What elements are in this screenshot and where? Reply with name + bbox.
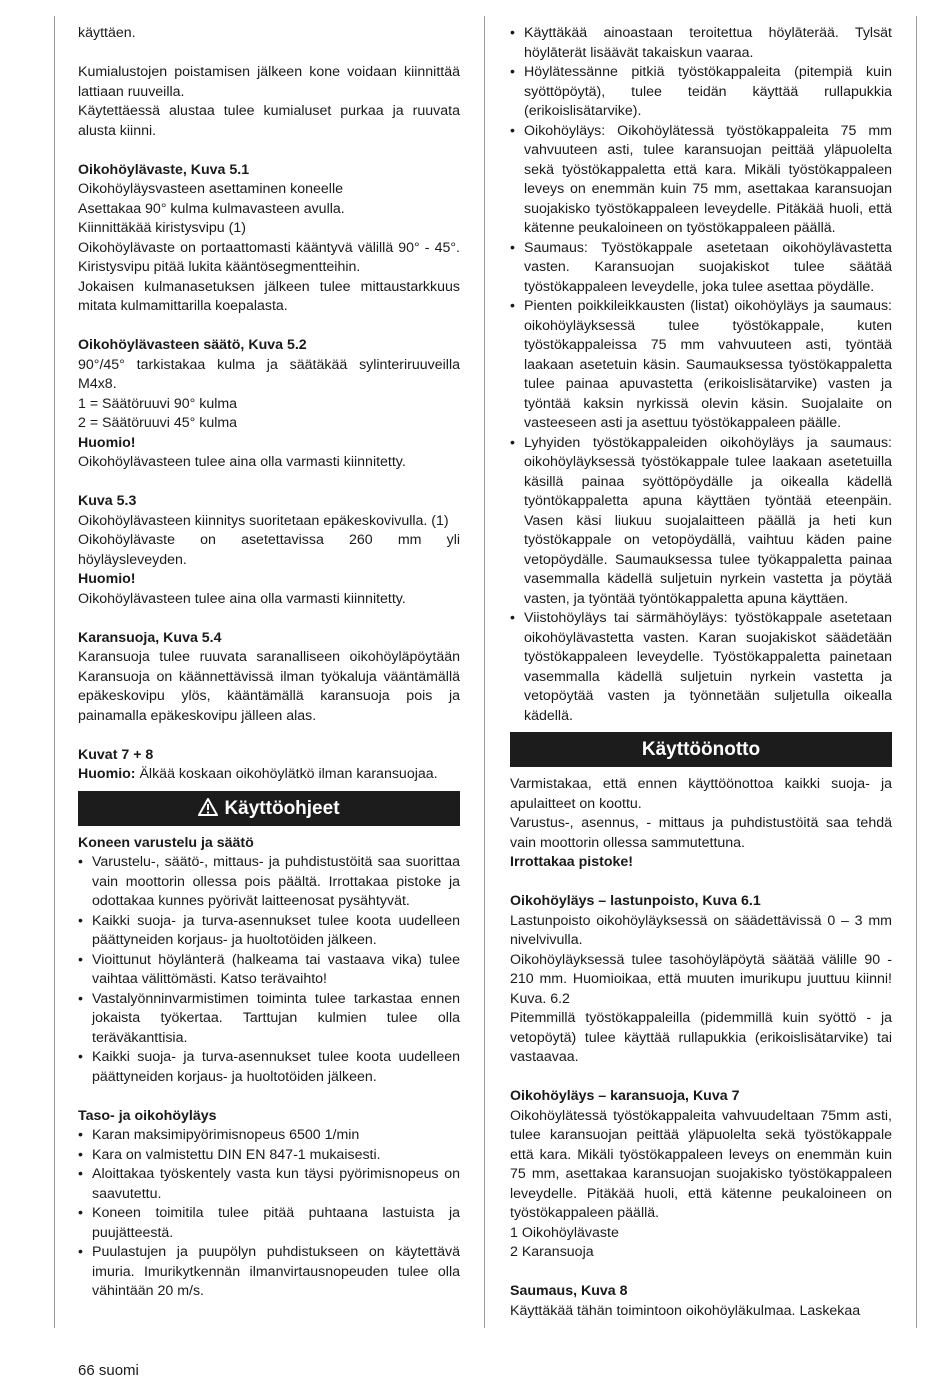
list-item: • Koneen toimitila tulee pitää puhtaana lastuista ja puujätteestä. (78, 1204, 460, 1243)
paragraph: Käytettäessä alustaa tulee kumialuset purkaa ja ruuvata alusta kiinni. (78, 103, 460, 139)
right-margin-rule (916, 16, 917, 1328)
text-line: 90°/45° tarkistakaa kulma ja säätäkää sylinteriruuveilla M4x8. (78, 356, 460, 392)
note-label: Huomio: (78, 766, 136, 782)
section-heading: Oikohöylävaste, Kuva 5.1 (78, 161, 250, 178)
section-heading: Oikohöyläys – lastunpoisto, Kuva 6.1 (510, 893, 761, 909)
warning-text: Irrottakaa pistoke! (510, 854, 633, 870)
note-label: Huomio! (78, 434, 136, 451)
text-line: Lastunpoisto oikohöyläyksessä on säädettävissä 0 – 3 mm nivelvivulla. (510, 912, 892, 948)
list-item: • Kaikki suoja- ja turva-asennukset tulee koota uudelleen päättyneiden korjaus- ja huoltotöiden jälkeen. (78, 912, 460, 951)
text-line: Oikohöylätessä työstökappaleita vahvuudeltaan 75mm asti, tulee karansuojan peittää yläpuolelta sekä työstökappale että kara. Mikäli työstökappaleen leveys on enemmän kuin 75 mm, asettakaa karansuojan suojakisko työstökappaleen leveydelle. Pitäkää huoli, että kätenne peukaloineen on työstökappaleen päällä. (510, 1107, 892, 1221)
note-text: Oikohöylävasteen tulee aina olla varmasti kiinnitetty. (78, 454, 406, 470)
list-item: • Käyttäkää ainoastaan teroitettua höylāterää. Tylsät höylāterät lisäävät takaiskun vaaraa. (510, 24, 892, 63)
list-item: • Karan maksimipyörimisnopeus 6500 1/min (78, 1126, 460, 1146)
bullet-list (510, 24, 892, 726)
bullet-list (78, 1126, 460, 1302)
section-heading: Kuvat 7 + 8 (78, 746, 154, 763)
paragraph: Kumialustojen poistamisen jälkeen kone voidaan kiinnittää lattiaan ruuveilla. (78, 64, 460, 100)
banner-title: Käyttöohjeet (224, 797, 340, 819)
section-heading: Oikohöyläys – karansuoja, Kuva 7 (510, 1088, 740, 1104)
paragraph: Käyttäkää tähän toimintoon oikohöyläkulmaa. Laskekaa (510, 1302, 861, 1319)
text-line: Oikohöyläyksessä tulee tasohöyläpöytä säätää välille 90 - 210 mm. Huomioikaa, että muuten imurikupu juuttuu kiinni! Kuva. 6.2 (510, 951, 892, 1007)
left-margin-rule (54, 16, 55, 1328)
text-line: Pitemmillä työstökappaleilla (pidemmillä kuin syöttö - ja vetopöytä) tulee käyttää rullapukkia (erikoislisätarvike) tai vastaavaa. (510, 1010, 892, 1065)
text-line: Oikohöyläysvasteen asettaminen koneelle (78, 181, 343, 197)
list-item: • Oikohöyläys: Oikohöylätessä työstökappaleita 75 mm vahvuuteen asti, tulee karansuojan peittää yläpuolelta sekä työstökappaletta että kara. Mikäli työstökappaleen leveys on enemmän kuin 75 mm, asettakaa karansuojan suojakisko työstökappaleen leveydelle. Pitäkää huoli, että kätenne peukaloineen on työstökappaleen päällä. (510, 122, 892, 239)
text-line: Kiinnittäkää kiristysvipu (1) (78, 220, 246, 236)
page-footer: 66 suomi (78, 1362, 139, 1379)
text-line: Jokaisen kulmanasetuksen jälkeen tulee mittaustarkkuus mitata kulmamittarilla koepalasta. (78, 278, 460, 314)
warning-triangle-icon (198, 793, 218, 828)
text-line: 2 = Säätöruuvi 45° kulma (78, 415, 238, 431)
section-banner-kayttoonotto (510, 732, 892, 767)
text-line: Oikohöylävasteen kiinnitys suoritetaan epäkeskovivulla. (1) (78, 512, 449, 529)
section-banner-kayttoohjeet (78, 791, 460, 826)
paragraph: Varmistakaa, että ennen käyttöönottoa kaikki suoja- ja apulaitteet on koottu. (510, 776, 892, 812)
text-line: 2 Karansuoja (510, 1244, 594, 1260)
list-item: • Puulastujen ja puupölyn puhdistukseen on käytettävä imuria. Imurikytkennän ilmanvirtausnopeuden tulee olla vähintään 20 m/s. (78, 1243, 460, 1302)
section-heading: Karansuoja, Kuva 5.4 (78, 629, 222, 646)
list-item: • Vioittunut höylänterä (halkeama tai vastaava vika) tulee vaihtaa välittömästi. Katso terävaihto! (78, 951, 460, 990)
list-item: • Lyhyiden työstökappaleiden oikohöyläys ja saumaus: oikohöyläyksessä työstökappale tulee laakaan asetetuilla käsillä painaa syöttöpöydälle ja oikealla kädellä työntökappaletta apuna käyttäen työntää eteenpäin. Vasen käsi liukuu suojalaitteen päällä ja heti kun työstökappale on vetopöydällä, vaihtuu käden paine vetopöydälle. Saumauksessa tulee työkappaletta painaa vasemmalla kädellä suljetuin nyrkein vastetta ja pöytää vasten, ja työntää työntökappaletta apuna käyttäen. (510, 434, 892, 610)
list-item: • Kaikki suoja- ja turva-asennukset tulee koota uudelleen päättyneiden korjaus- ja huoltotöiden jälkeen. (78, 1048, 460, 1087)
list-item: • Aloittakaa työskentely vasta kun täysi pyörimisnopeus on saavutettu. (78, 1165, 460, 1204)
list-item: • Saumaus: Työstökappale asetetaan oikohöylävastetta vasten. Karansuojan suojakiskot tulee säätää työstökappaleen leveydelle, joka tulee asettaa pöydälle. (510, 239, 892, 298)
banner-title: Käyttöönotto (641, 739, 761, 760)
center-column-rule (484, 16, 485, 1328)
text-line: Oikohöylävaste on asetettavissa 260 mm yli höyläysleveyden. (78, 532, 460, 568)
text-line: 1 Oikohöylävaste (510, 1224, 619, 1241)
list-item: • Varustelu-, säätö-, mittaus- ja puhdistustöitä saa suorittaa vain moottorin ollessa pois päältä. Irrottakaa pistoke ja odottakaa kunnes pyörivät laitteenosat pysähtyvät. (78, 853, 460, 912)
section-heading: Saumaus, Kuva 8 (510, 1283, 628, 1299)
text-line: Oikohöylävaste on portaattomasti kääntyvä välillä 90° - 45°. Kiristysvipu pitää lukita kääntösegmentteihin. (78, 239, 460, 275)
note-label: Huomio! (78, 571, 136, 587)
paragraph: Karansuoja tulee ruuvata saranalliseen oikohöyläpöytään Karansuoja on käännettävissä ilman työkaluja vääntämällä epäkeskovipu ylös, kääntämällä karansuoja pois ja painamalla epäkeskovipu jälleen alas. (78, 649, 460, 724)
right-column (510, 24, 892, 1321)
section-heading: Kuva 5.3 (78, 493, 137, 509)
list-item: • Kara on valmistettu DIN EN 847-1 mukaisesti. (78, 1146, 460, 1166)
text-line: Asettakaa 90° kulma kulmavasteen avulla. (78, 200, 345, 217)
note-line (78, 765, 460, 785)
section-heading: Oikohöylävasteen säätö, Kuva 5.2 (78, 337, 307, 353)
list-item: • Viistohöyläys tai särmähöyläys: työstökappale asetetaan oikohöylävastetta vasten. Karan suojakiskot säädetään työstökappaleen leveydelle. Työstökappaletta painetaan vasemmalla kädellä suljetuin nyrkein vastetta ja vetopöytää vasten ja työnnetään suljetulla oikealla kädellä. (510, 609, 892, 726)
list-item: • Pienten poikkileikkausten (listat) oikohöyläys ja saumaus: oikohöyläyksessä tulee työstökappale, kuten työstökappaleissa 75 mm vahvuuteen asti, työntää laakaan asetetuin käsin. Saumauksessa työstökappaletta tulee painaa apuvastetta (erikoislisätarvike) vasten ja työntää kaksin nyrkissä olevin käsin. Suojalaite on vasteeseen asti ja asettuu työstökappaleen päälle. (510, 297, 892, 434)
paragraph-continuation: käyttäen. (78, 25, 136, 41)
paragraph: Varustus-, asennus, - mittaus ja puhdistustöitä saa tehdä vain moottorin ollessa sammutettuna. (510, 815, 892, 851)
list-item: • Höylätessänne pitkiä työstökappaleita (pitempiä kuin syöttöpöytä), tulee teidän käyttää rullapukkia (erikoislisätarvike). (510, 63, 892, 122)
left-column (78, 24, 460, 1302)
bullet-list (78, 853, 460, 1087)
note-text: Oikohöylävasteen tulee aina olla varmasti kiinnitetty. (78, 590, 406, 607)
note-text: Älkää koskaan oikohöylätkö ilman karansuojaa. (135, 766, 438, 782)
section-heading: Koneen varustelu ja säätö (78, 834, 254, 851)
text-line: 1 = Säätöruuvi 90° kulma (78, 395, 238, 412)
section-heading: Taso- ja oikohöyläys (78, 1107, 217, 1124)
list-item: • Vastalyönninvarmistimen toiminta tulee tarkastaa ennen jokaista työkertaa. Tarttujan kulmien tulee olla teräväkanttisia. (78, 990, 460, 1049)
